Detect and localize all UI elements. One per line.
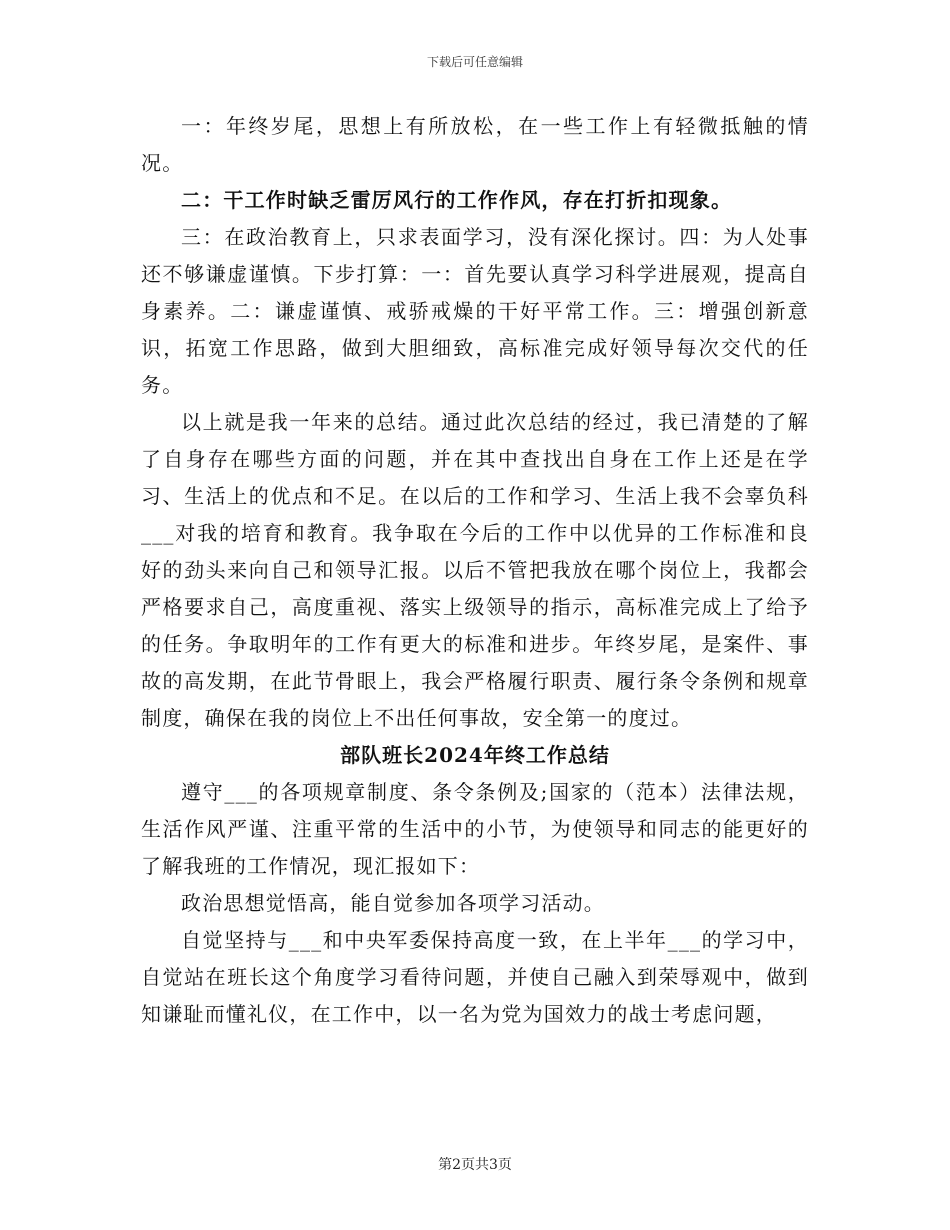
paragraph-3: 三：在政治教育上，只求表面学习，没有深化探讨。四：为人处事还不够谦虚谨慎。下步打算：一：首先要认真学习科学进展观，提高自身素养。二：谦虚谨慎、戒骄戒燥的干好平常工作。三：增强创新意识，拓宽工作思路，做到大胆细致，高标准完成好领导每次交代的任务。 <box>141 225 809 397</box>
paragraph-4: 以上就是我一年来的总结。通过此次总结的经过，我已清楚的了解了自身存在哪些方面的问题，并在其中查找出自身在工作上还是在学习、生活上的优点和不足。在以后的工作和学习、生活上我不会辜负科___对我的培育和教育。我争取在今后的工作中以优异的工作标准和良好的劲头来向自己和领导汇报。以后不管把我放在哪个岗位上，我都会严格要求自己，高度重视、落实上级领导的指示，高标准完成上了给予的任务。争取明年的工作有更大的标准和进步。年终岁尾，是案件、事故的高发期，在此节骨眼上，我会严格履行职责、履行条令条例和规章制度，确保在我的岗位上不出任何事故，安全第一的度过。 <box>141 410 809 730</box>
paragraph-2-bold: 二：干工作时缺乏雷厉风行的工作作风，存在打折扣现象。 <box>181 188 733 212</box>
header-note: 下载后可任意编辑 <box>426 55 523 69</box>
paragraph-5: 遵守___的各项规章制度、条令条例及;国家的（范本）法律法规，生活作风严谨、注重平常的生活中的小节，为使领导和同志的能更好的了解我班的工作情况，现汇报如下： <box>141 780 809 878</box>
page-footer: 第2页共3页 <box>438 1157 512 1173</box>
paragraph-6: 政治思想觉悟高，能自觉参加各项学习活动。 <box>181 891 605 915</box>
paragraph-7: 自觉坚持与___和中央军委保持高度一致，在上半年___的学习中，自觉站在班长这个角度学习看待问题，并使自己融入到荣辱观中，做到知谦耻而懂礼仪，在工作中，以一名为党为国效力的战士考虑问题， <box>141 928 809 1026</box>
paragraph-1: 一：年终岁尾，思想上有所放松，在一些工作上有轻微抵触的情况。 <box>141 114 809 175</box>
section-title: 部队班长2024年终工作总结 <box>340 743 610 767</box>
document-body <box>141 108 809 1033</box>
